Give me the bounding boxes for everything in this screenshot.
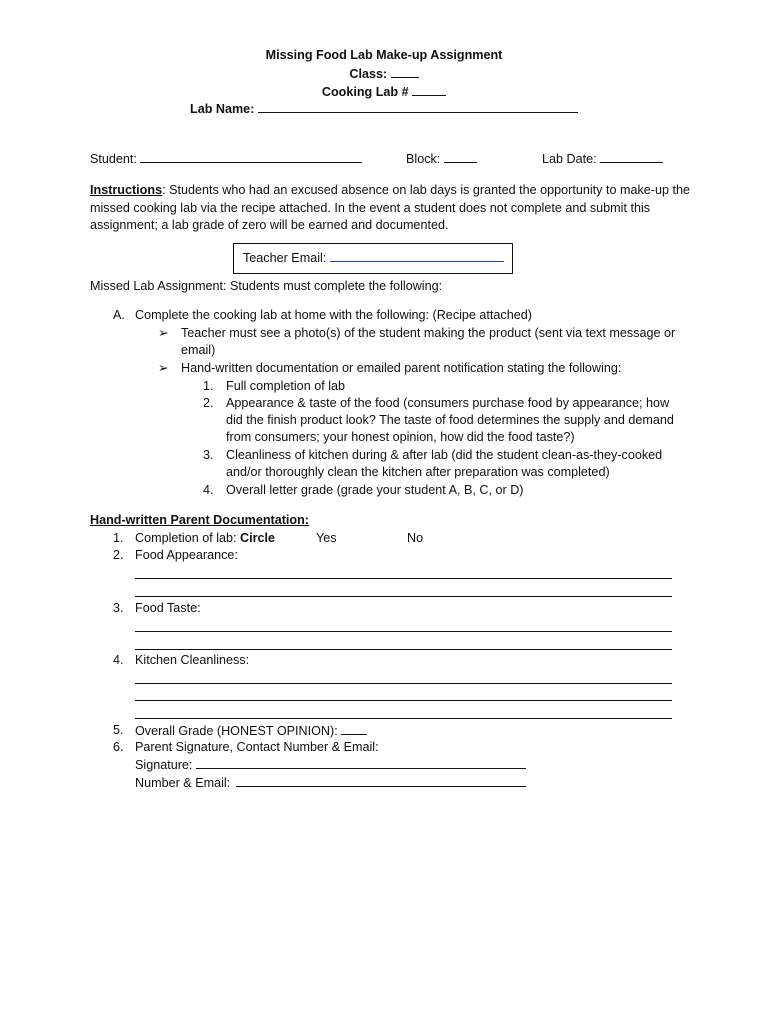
class-label: Class: <box>349 67 388 81</box>
item-a-marker: A. <box>113 308 125 322</box>
list-marker: 6. <box>113 740 124 754</box>
cooking-lab-line <box>0 83 768 101</box>
document-title: Missing Food Lab Make-up Assignment <box>265 48 503 62</box>
teacher-email-line <box>243 249 504 267</box>
teacher-email-label: Teacher Email: <box>243 251 327 265</box>
signature-line <box>135 756 526 774</box>
sub-item-marker: 4. <box>203 483 214 497</box>
option-no[interactable]: No <box>407 531 424 545</box>
kitchen-cleanliness-label: Kitchen Cleanliness: <box>135 653 250 667</box>
item-a-text: Complete the cooking lab at home with the following: (Recipe attached) <box>135 308 532 322</box>
food-taste-line[interactable] <box>135 631 672 632</box>
teacher-email-link[interactable] <box>330 249 504 262</box>
kitchen-cleanliness-line[interactable] <box>135 700 672 701</box>
circle-instruction: Circle <box>240 531 276 545</box>
completion-line <box>135 530 275 547</box>
lab-date-field[interactable] <box>600 150 663 163</box>
lab-date-line <box>542 150 663 168</box>
sub-item-marker: 2. <box>203 396 214 410</box>
instructions-heading: Instructions <box>90 183 163 197</box>
lab-name-line <box>190 100 578 118</box>
class-field[interactable] <box>391 65 419 78</box>
signature-label: Signature: <box>135 758 193 772</box>
sub-item-text: Full completion of lab <box>226 379 346 393</box>
lab-date-label: Lab Date: <box>542 152 597 166</box>
kitchen-cleanliness-line[interactable] <box>135 683 672 684</box>
instructions-text: : Students who had an excused absence on lab days is granted the opportunity to make-up the missed cooking lab via the recipe attached. In the event a student does not complete and submit this assignment; a lab grade of zero will be earned and documented. <box>90 183 690 232</box>
bullet-marker: ➢ <box>158 361 169 375</box>
block-line <box>406 150 477 168</box>
overall-grade-field[interactable] <box>341 722 367 735</box>
list-marker: 2. <box>113 548 124 562</box>
sub-item-marker: 1. <box>203 379 214 393</box>
sub-item-text: Cleanliness of kitchen during & after lab (did the student clean-as-they-cooked and/or thoroughly clean the kitchen after preparation was completed) <box>226 448 663 479</box>
block-field[interactable] <box>444 150 477 163</box>
sub-item-marker: 3. <box>203 448 214 462</box>
kitchen-cleanliness-line[interactable] <box>135 718 672 719</box>
food-taste-label: Food Taste: <box>135 601 201 615</box>
parent-doc-heading: Hand-written Parent Documentation: <box>90 513 310 527</box>
bullet-photo-text: Teacher must see a photo(s) of the student making the product (sent via text message or email) <box>181 326 676 357</box>
number-email-field[interactable] <box>236 774 526 787</box>
lab-name-field[interactable] <box>258 100 578 113</box>
student-field[interactable] <box>140 150 362 163</box>
bullet-marker: ➢ <box>158 326 169 340</box>
lab-name-label: Lab Name: <box>190 102 255 116</box>
teacher-email-box <box>233 243 513 274</box>
parent-signature-label: Parent Signature, Contact Number & Email: <box>135 740 379 754</box>
list-marker: 5. <box>113 723 124 737</box>
option-yes[interactable]: Yes <box>316 531 337 545</box>
overall-grade-label: Overall Grade (HONEST OPINION): <box>135 724 338 738</box>
instructions-paragraph <box>90 182 690 235</box>
signature-field[interactable] <box>196 756 526 769</box>
number-email-line <box>135 774 526 792</box>
sub-item-text: Appearance & taste of the food (consumers purchase food by appearance; how did the finish product look? The taste of food determines the supply and demand from consumers; your honest opinion, how did the food taste?) <box>226 396 674 444</box>
missed-lab-intro: Missed Lab Assignment: Students must complete the following: <box>90 279 443 293</box>
cooking-lab-label: Cooking Lab # <box>321 85 409 99</box>
food-appearance-label: Food Appearance: <box>135 548 238 562</box>
food-appearance-line[interactable] <box>135 578 672 579</box>
bullet-documentation-text: Hand-written documentation or emailed parent notification stating the following: <box>181 361 622 375</box>
student-line <box>90 150 362 168</box>
list-marker: 4. <box>113 653 124 667</box>
student-label: Student: <box>90 152 137 166</box>
number-email-label: Number & Email: <box>135 776 231 790</box>
list-marker: 3. <box>113 601 124 615</box>
food-taste-line[interactable] <box>135 649 672 650</box>
cooking-lab-field[interactable] <box>412 83 446 96</box>
food-appearance-line[interactable] <box>135 596 672 597</box>
overall-grade-line <box>135 722 367 740</box>
block-label: Block: <box>406 152 441 166</box>
class-line <box>0 65 768 83</box>
list-marker: 1. <box>113 531 124 545</box>
completion-label: Completion of lab: <box>135 531 241 545</box>
sub-item-text: Overall letter grade (grade your student A, B, C, or D) <box>226 483 524 497</box>
